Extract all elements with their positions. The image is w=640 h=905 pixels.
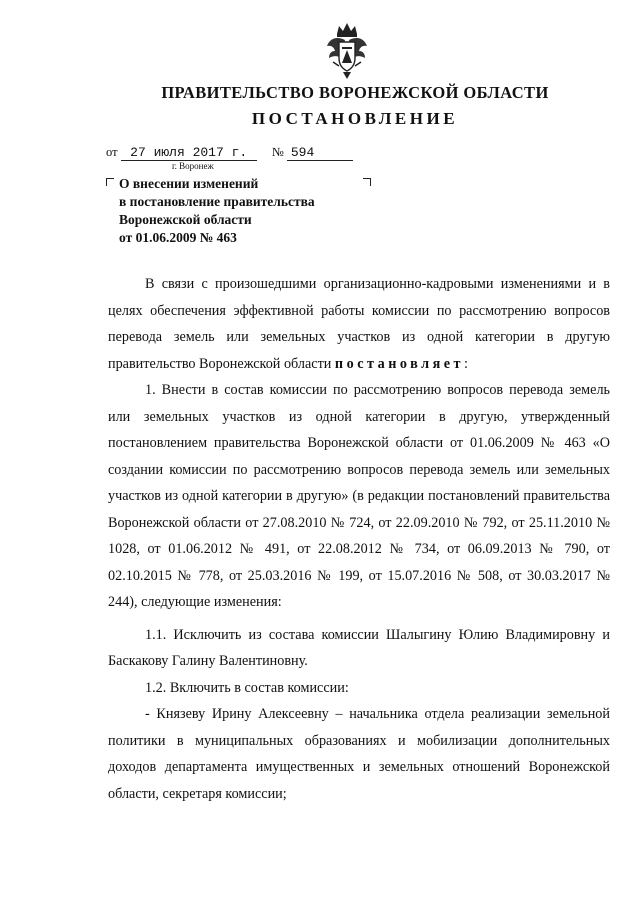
preamble-text: В связи с произошедшими организационно-кадровыми изменениями и в целях обеспечения эффективной работы комиссии по рассмотрению вопросов перевода земель или земельных участков из одной категории в другую правительство Воронежской области <box>108 276 610 372</box>
decree-subject <box>119 175 379 247</box>
date-prefix: от <box>106 145 118 159</box>
city-label: г. Воронеж <box>172 161 214 171</box>
subject-line: Воронежской области <box>119 212 252 227</box>
subject-line: О внесении изменений <box>119 176 259 191</box>
decree-date: 27 июля 2017 г. <box>121 145 257 161</box>
document-type-title: ПОСТАНОВЛЕНИЕ <box>251 109 459 128</box>
preamble-paragraph <box>108 271 610 377</box>
preamble-end: : <box>464 355 468 372</box>
decree-keyword: постановляет <box>334 355 465 372</box>
clause-1-1: 1.1. Исключить из состава комиссии Шалыгину Юлию Владимировну и Баскакову Галину Валентиновну. <box>108 626 610 669</box>
decree-body <box>108 271 610 807</box>
coat-of-arms-icon <box>325 20 369 80</box>
government-name: ПРАВИТЕЛЬСТВО ВОРОНЕЖСКОЙ ОБЛАСТИ <box>161 83 549 102</box>
subject-line: от 01.06.2009 № 463 <box>119 230 237 245</box>
clause-1-2-item: - Князеву Ирину Алексеевну – начальника отдела реализации земельной политики в муниципальных образованиях и мобилизации дополнительных доходов департамента имущественных и земельных отношений Воронежской области, секретаря комиссии; <box>108 706 610 802</box>
subject-bracket-left <box>106 178 114 186</box>
date-number-line <box>106 145 353 161</box>
decree-number: 594 <box>287 145 353 161</box>
subject-line: в постановление правительства <box>119 194 315 209</box>
number-prefix: № <box>271 145 284 159</box>
clause-1-2: 1.2. Включить в состав комиссии: <box>145 679 349 696</box>
clause-1: 1. Внести в состав комиссии по рассмотрению вопросов перевода земель или земельных участков из одной категории в другую, утвержденный постановлением правительства Воронежской области от 01.06.2009 № 463 «О создании комиссии по рассмотрению вопросов перевода земель или земельных участков из одной категории в другую» (в редакции постановлений правительства Воронежской области от 27.08.2010 № 724, от 22.09.2010 № 792, от 25.11.2010 № 1028, от 01.06.2012 № 491, от 22.08.2012 № 734, от 06.09.2013 № 790, от 02.10.2015 № 778, от 25.03.2016 № 199, от 15.07.2016 № 508, от 30.03.2017 № 244), следующие изменения: <box>108 382 610 610</box>
